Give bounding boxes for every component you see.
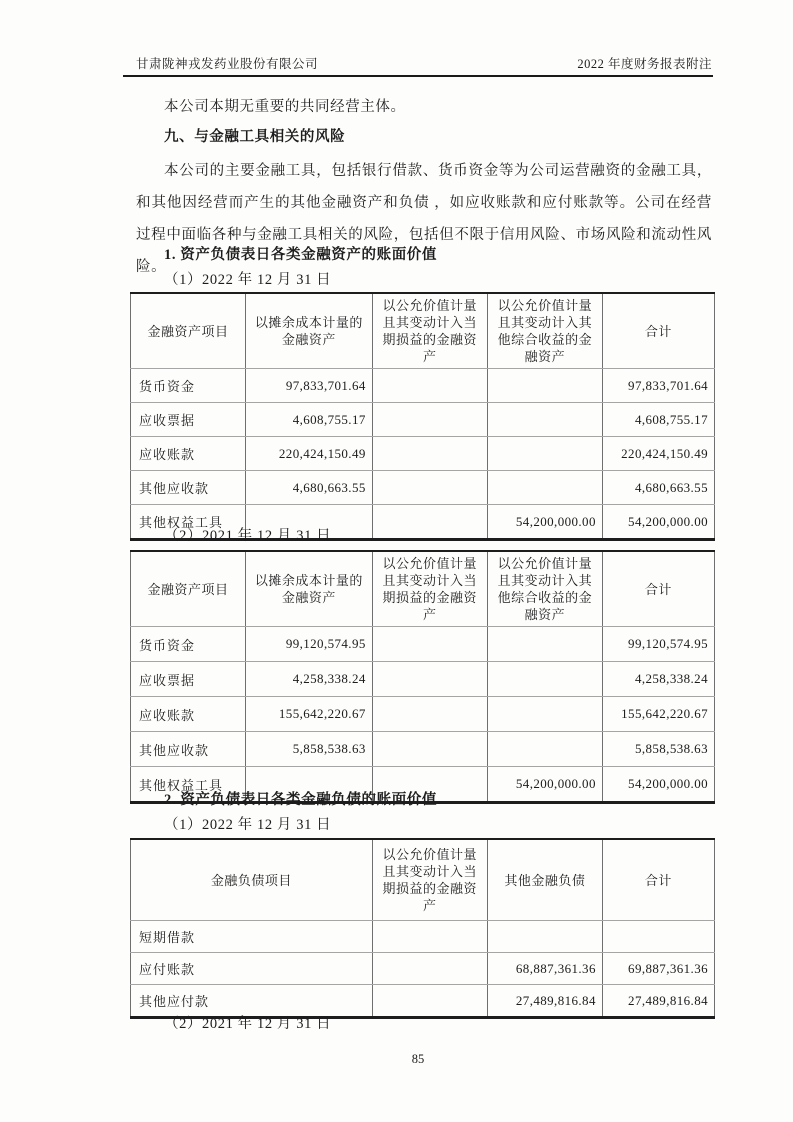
header-rule [123,75,713,77]
intro-text: 本公司本期无重要的共同经营主体。 [164,99,406,115]
cell-value [487,921,602,953]
cell-value [487,627,602,662]
cell-value [372,437,487,471]
cell-value: 4,680,663.55 [246,471,373,505]
cell-value: 97,833,701.64 [602,369,714,403]
cell-value [487,403,602,437]
item1-date-2021: （2）2021 年 12 月 31 日 [164,528,332,544]
cell-value: 4,258,338.24 [602,662,714,697]
table-row [131,953,715,985]
cell-value [487,697,602,732]
cell-value: 155,642,220.67 [246,697,373,732]
header-doc-title: 2022 年度财务报表附注 [577,57,712,71]
cell-value: 54,200,000.00 [487,767,602,803]
cell-value [487,662,602,697]
item1-date-2022: （1）2022 年 12 月 31 日 [164,272,332,288]
cell-value: 4,608,755.17 [602,403,714,437]
cell-value [487,437,602,471]
table-header-row [131,839,715,921]
cell-value: 54,200,000.00 [602,767,714,803]
table-row [131,437,715,471]
cell-value [372,921,487,953]
cell-value [372,732,487,767]
cell-value: 5,858,538.63 [246,732,373,767]
table-row [131,662,715,697]
table-row [131,921,715,953]
cell-value: 4,680,663.55 [602,471,714,505]
row-label: 其他应收款 [131,732,246,767]
column-header: 以公允价值计量且其变动计入其他综合收益的金融资产 [487,551,602,627]
table-financial-assets-2022 [130,292,715,541]
cell-value: 4,258,338.24 [246,662,373,697]
cell-value [372,369,487,403]
column-header: 金融负债项目 [131,839,373,921]
table-header-row [131,551,715,627]
table-row [131,697,715,732]
cell-value [487,369,602,403]
header-company-name: 甘肃陇神戎发药业股份有限公司 [136,57,319,71]
cell-value [487,732,602,767]
column-header: 以摊余成本计量的金融资产 [246,551,373,627]
table-row [131,369,715,403]
item2-date-2022: （1）2022 年 12 月 31 日 [164,817,332,833]
cell-value [602,921,714,953]
column-header: 以公允价值计量且其变动计入当期损益的金融资产 [372,839,487,921]
column-header: 合计 [602,839,714,921]
table-row [131,627,715,662]
row-label: 应收账款 [131,697,246,732]
cell-value: 5,858,538.63 [602,732,714,767]
column-header: 合计 [602,551,714,627]
page-number: 85 [411,1052,425,1066]
cell-value [372,471,487,505]
row-label: 应收票据 [131,662,246,697]
item1-heading: 1. 资产负债表日各类金融资产的账面价值 [164,247,437,263]
cell-value: 220,424,150.49 [246,437,373,471]
cell-value: 54,200,000.00 [487,505,602,540]
column-header: 其他金融负债 [487,839,602,921]
cell-value [372,627,487,662]
item2-date-2021: （2）2021 年 12 月 31 日 [164,1016,332,1032]
cell-value: 27,489,816.84 [487,985,602,1018]
row-label: 应收票据 [131,403,246,437]
table-financial-liabilities-2022 [130,838,715,1019]
table-financial-assets-2021 [130,550,715,804]
column-header: 以摊余成本计量的金融资产 [246,293,373,369]
cell-value: 54,200,000.00 [602,505,714,540]
column-header: 金融资产项目 [131,551,246,627]
column-header: 以公允价值计量且其变动计入当期损益的金融资产 [372,551,487,627]
cell-value: 99,120,574.95 [246,627,373,662]
column-header: 以公允价值计量且其变动计入其他综合收益的金融资产 [487,293,602,369]
row-label: 货币资金 [131,369,246,403]
row-label: 其他权益工具 [131,505,246,540]
cell-value: 69,887,361.36 [602,953,714,985]
row-label: 其他应付款 [131,985,373,1018]
cell-value: 99,120,574.95 [602,627,714,662]
cell-value [487,471,602,505]
cell-value [372,403,487,437]
cell-value [372,697,487,732]
section-paragraph: 本公司的主要金融工具，包括银行借款、货币资金等为公司运营融资的金融工具，和其他因经营而产生的其他金融资产和负债 ，如应收账款和应付账款等。公司在经营过程中面临各种与金融工具相关的风险，包括但不限于信用风险、市场风险和流动性风险。 [136,163,712,275]
row-label: 应付账款 [131,953,373,985]
row-label: 应收账款 [131,437,246,471]
item2-heading: 2. 资产负债表日各类金融负债的账面价值 [164,792,437,808]
column-header: 合计 [602,293,714,369]
column-header: 金融资产项目 [131,293,246,369]
cell-value: 68,887,361.36 [487,953,602,985]
cell-value: 27,489,816.84 [602,985,714,1018]
cell-value [372,953,487,985]
cell-value: 4,608,755.17 [246,403,373,437]
section-heading: 九、与金融工具相关的风险 [164,129,346,145]
table-row [131,403,715,437]
row-label: 短期借款 [131,921,373,953]
cell-value: 97,833,701.64 [246,369,373,403]
column-header: 以公允价值计量且其变动计入当期损益的金融资产 [372,293,487,369]
table-row [131,471,715,505]
cell-value [372,662,487,697]
row-label: 其他权益工具 [131,767,246,803]
table-row [131,732,715,767]
table-header-row [131,293,715,369]
row-label: 其他应收款 [131,471,246,505]
cell-value: 220,424,150.49 [602,437,714,471]
row-label: 货币资金 [131,627,246,662]
cell-value: 155,642,220.67 [602,697,714,732]
